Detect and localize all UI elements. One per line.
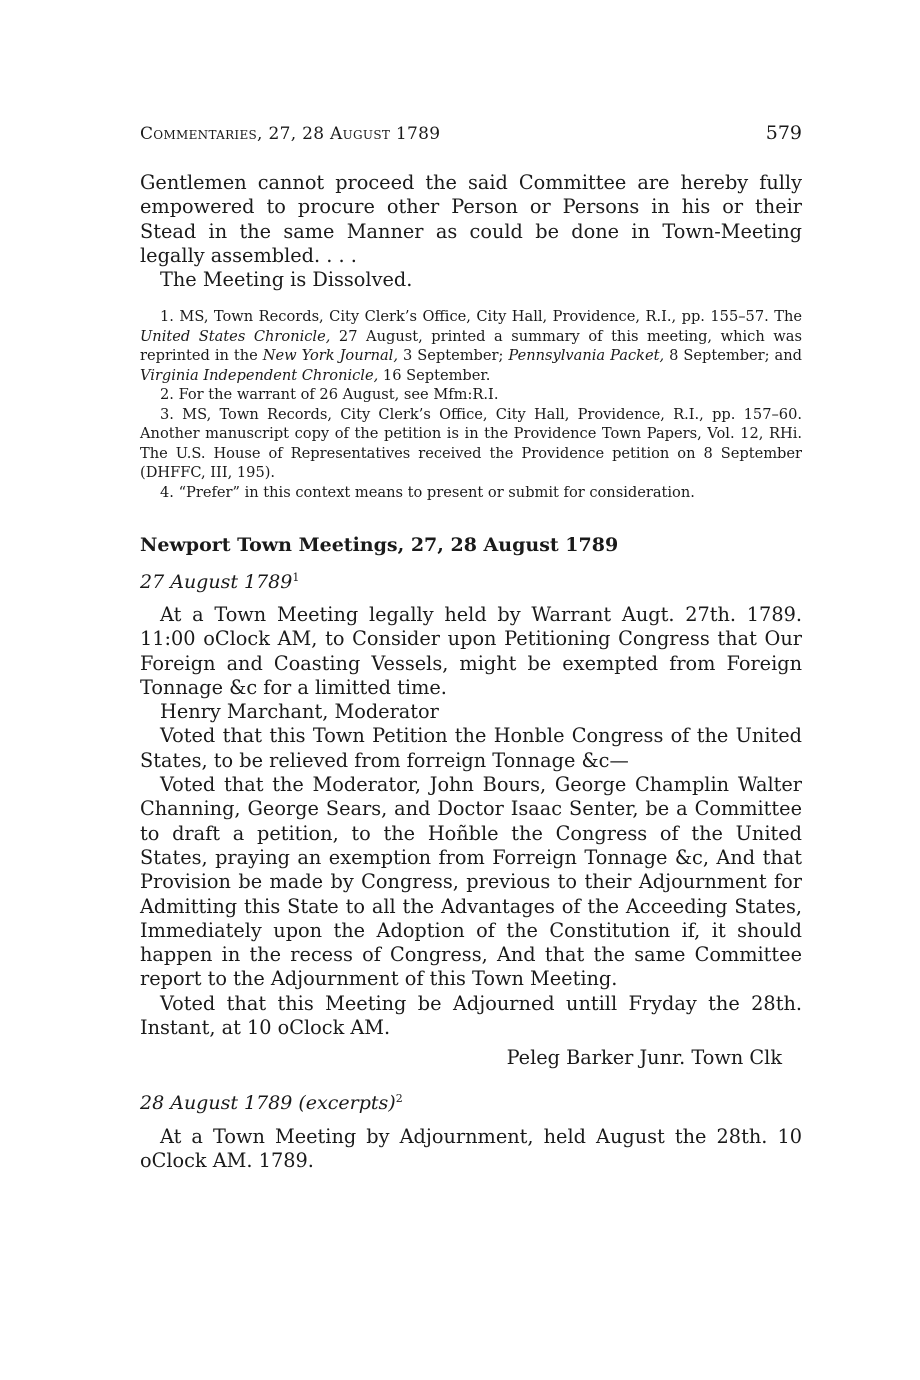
footnote-1-text-g: 8 September; and — [664, 347, 802, 364]
footnote-2: 2. For the warrant of 26 August, see Mfm:R.I. — [160, 386, 499, 403]
meeting2-note-ref: 2 — [395, 1092, 403, 1105]
footnotes — [140, 307, 802, 502]
continuation-paragraph: Gentlemen cannot proceed the said Committee are hereby fully empowered to procure other Person or Persons in his or their Stead in the same Manner as could be done in Town-Meeting legally assembled. . . . — [140, 171, 802, 267]
meeting1-paragraph-1: At a Town Meeting legally held by Warrant Augt. 27th. 1789. 11:00 oClock AM, to Consider upon Petitioning Congress that Our Foreign and Coasting Vessels, might be exempted from Foreign Tonnage &c for a limitted time. — [140, 603, 802, 699]
footnote-1-italic-f: Pennsylvania Packet, — [508, 347, 665, 364]
footnote-4: 4. “Prefer” in this context means to present or submit for consideration. — [160, 483, 695, 501]
dissolved-line: The Meeting is Dissolved. — [160, 268, 413, 292]
running-head — [140, 122, 802, 144]
meeting1-record — [140, 603, 802, 1071]
meeting2-paragraph-1: At a Town Meeting by Adjournment, held August the 28th. 10 oClock AM. 1789. — [140, 1125, 802, 1173]
footnote-1-italic-b: United States Chronicle, — [140, 327, 331, 345]
meeting1-vote-2: Voted that the Moderator, John Bours, George Champlin Walter Channing, George Sears, and Doctor Isaac Senter, be a Committee to draft a petition, to the Hoñble the Congress of the United States, praying an exemption from Forreign Tonnage &c, And that Provision be made by Congress, previous to their Adjournment for Admitting this State to all the Advantages of the Acceeding States, Immediately upon the Adoption of the Constitution if, it should happen in the recess of Congress, And that the same Committee report to the Adjournment of this Town Meeting. — [140, 773, 802, 991]
meeting2-record — [140, 1125, 802, 1174]
page-number: 579 — [765, 122, 802, 144]
meeting1-moderator: Henry Marchant, Moderator — [160, 700, 439, 724]
meeting2-date: 28 August 1789 (excerpts) — [140, 1092, 396, 1114]
meeting1-vote-1: Voted that this Town Petition the Honble Congress of the United States, to be relieved from forreign Tonnage &c— — [140, 724, 802, 772]
footnote-1-text-c: 27 August, printed a summary of this meeting, which was reprinted in the — [140, 327, 802, 364]
footnote-1 — [140, 307, 802, 385]
meeting1-note-ref: 1 — [292, 571, 300, 584]
clerk-signature: Peleg Barker Junr. Town Clk — [506, 1046, 782, 1070]
footnote-1-text-e: 3 September; — [398, 347, 509, 364]
meeting1-vote-3: Voted that this Meeting be Adjourned untill Fryday the 28th. Instant, at 10 oClock AM. — [140, 991, 802, 1040]
meeting1-date-heading — [140, 571, 299, 593]
running-head-title: Commentaries, 27, 28 August 1789 — [140, 124, 441, 144]
footnote-1-text-i: 16 September. — [378, 366, 491, 384]
continuation-block — [140, 171, 802, 292]
meeting1-date: 27 August 1789 — [140, 571, 293, 593]
footnote-1-italic-h: Virginia Independent Chronicle, — [140, 366, 379, 384]
footnote-1-italic-d: New York Journal, — [262, 347, 398, 364]
footnote-1-text-a: 1. MS, Town Records, City Clerk’s Office, City Hall, Providence, R.I., pp. 155–57. The — [160, 308, 802, 325]
meeting2-date-heading — [140, 1092, 403, 1114]
section-heading: Newport Town Meetings, 27, 28 August 1789 — [140, 534, 619, 556]
footnote-3: 3. MS, Town Records, City Clerk’s Office, City Hall, Providence, R.I., pp. 157–60. Another manuscript copy of the petition is in the Providence Town Papers, Vol. 12, RHi. The U.S. House of Representatives received the Providence petition on 8 September (DHFFC, III, 195). — [140, 405, 802, 481]
